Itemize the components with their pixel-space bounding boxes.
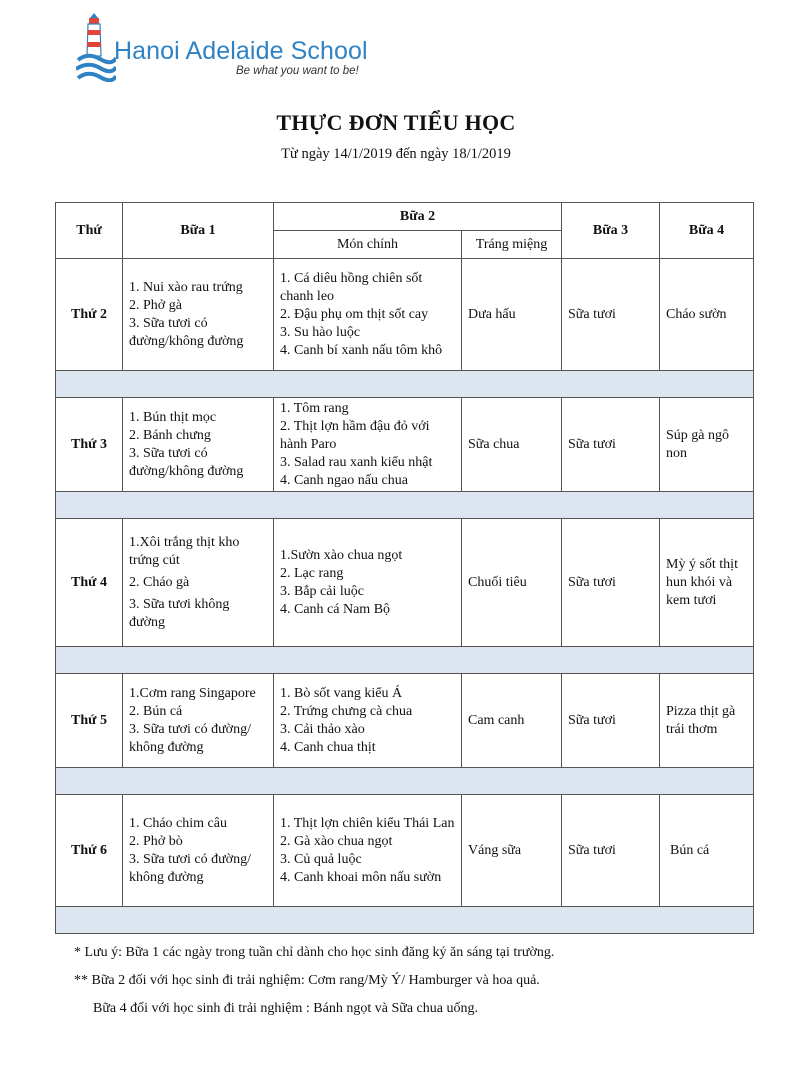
meal3-cell: Sữa tươi <box>562 674 660 768</box>
table-row <box>56 795 754 907</box>
list-item: 3. Sữa tươi có đường/ không đường <box>129 721 251 755</box>
list-item: 4. Canh ngao nấu chua <box>280 472 408 488</box>
lighthouse-icon <box>76 12 116 82</box>
list-item: 4. Canh bí xanh nấu tôm khô <box>280 342 443 358</box>
dessert-cell: Chuối tiêu <box>462 519 562 647</box>
header-day: Thứ <box>56 203 123 259</box>
list-item: 2. Gà xào chua ngọt <box>280 833 393 849</box>
main-dish-cell <box>274 519 462 647</box>
list-item: 4. Canh chua thịt <box>280 739 376 755</box>
day-label: Thứ 5 <box>56 674 123 768</box>
list-item: 2. Phở gà <box>129 297 182 313</box>
table-row <box>56 259 754 371</box>
list-item: 1. Nui xào rau trứng <box>129 279 243 295</box>
list-item: 3. Sữa tươi có đường/ không đường <box>129 851 251 885</box>
header-meal3: Bữa 3 <box>562 203 660 259</box>
list-item: 2. Cháo gà <box>129 574 190 590</box>
school-logo <box>76 12 376 82</box>
list-item: 1. Tôm rang <box>280 400 349 416</box>
day-label: Thứ 2 <box>56 259 123 371</box>
day-label: Thứ 6 <box>56 795 123 907</box>
list-item: 2. Thịt lợn hầm đậu đỏ với hành Paro <box>280 418 430 452</box>
list-item: 4. Canh cá Nam Bộ <box>280 601 391 617</box>
list-item: 3. Sữa tươi không đường <box>129 596 230 630</box>
dessert-cell: Váng sữa <box>462 795 562 907</box>
meal4-cell: Cháo sườn <box>660 259 754 371</box>
list-item: 3. Sữa tươi có đường/không đường <box>129 445 244 479</box>
meal1-cell <box>123 519 274 647</box>
list-item: 2. Bánh chưng <box>129 427 211 443</box>
list-item: 3. Salad rau xanh kiểu nhật <box>280 454 433 470</box>
list-item: 2. Trứng chưng cà chua <box>280 703 413 719</box>
main-dish-cell <box>274 795 462 907</box>
note-meal2: ** Bữa 2 đối với học sinh đi trải nghiệm: Cơm rang/Mỳ Ý/ Hamburger và hoa quả. <box>74 973 540 988</box>
list-item: 3. Su hào luộc <box>280 324 361 340</box>
note-breakfast: * Lưu ý: Bữa 1 các ngày trong tuần chỉ dành cho học sinh đăng ký ăn sáng tại trường. <box>74 945 555 960</box>
main-dish-cell <box>274 398 462 492</box>
day-label: Thứ 3 <box>56 398 123 492</box>
meal1-cell <box>123 795 274 907</box>
meal1-cell <box>123 398 274 492</box>
school-slogan: Be what you want to be! <box>236 65 359 77</box>
row-spacer <box>56 768 754 795</box>
row-spacer <box>56 492 754 519</box>
list-item: 1. Thịt lợn chiên kiểu Thái Lan <box>280 815 455 831</box>
list-item: 1.Sườn xào chua ngọt <box>280 547 403 563</box>
list-item: 4. Canh khoai môn nấu sườn <box>280 869 442 885</box>
meal3-cell: Sữa tươi <box>562 259 660 371</box>
list-item: 3. Cải thảo xào <box>280 721 365 737</box>
header-meal2: Bữa 2 <box>274 203 562 231</box>
header-dessert: Tráng miệng <box>462 231 562 259</box>
table-row <box>56 519 754 647</box>
list-item: 2. Lạc rang <box>280 565 344 581</box>
list-item: 3. Bắp cải luộc <box>280 583 364 599</box>
school-name: Hanoi Adelaide School <box>114 37 368 65</box>
meal3-cell: Sữa tươi <box>562 519 660 647</box>
row-spacer <box>56 371 754 398</box>
row-spacer <box>56 907 754 934</box>
menu-table <box>55 202 754 934</box>
list-item: 1. Bún thịt mọc <box>129 409 217 425</box>
meal4-cell: Mỳ ý sốt thịt hun khói và kem tươi <box>660 519 754 647</box>
header-main-dish: Món chính <box>274 231 462 259</box>
list-item: 1.Xôi trắng thịt kho trứng cút <box>129 534 240 568</box>
list-item: 2. Đậu phụ om thịt sốt cay <box>280 306 429 322</box>
list-item: 3. Sữa tươi có đường/không đường <box>129 315 244 349</box>
header-meal1: Bữa 1 <box>123 203 274 259</box>
list-item: 1. Cháo chim câu <box>129 815 227 831</box>
meal1-cell <box>123 259 274 371</box>
dessert-cell: Sữa chua <box>462 398 562 492</box>
meal3-cell: Sữa tươi <box>562 398 660 492</box>
main-dish-cell <box>274 259 462 371</box>
meal4-cell: Pizza thịt gà trái thơm <box>660 674 754 768</box>
meal4-cell: Súp gà ngô non <box>660 398 754 492</box>
list-item: 2. Bún cá <box>129 703 183 719</box>
note-meal4: Bữa 4 đối với học sinh đi trải nghiệm : Bánh ngọt và Sữa chua uống. <box>93 1001 478 1016</box>
page-title: THỰC ĐƠN TIỂU HỌC <box>276 110 516 135</box>
table-row <box>56 398 754 492</box>
list-item: 1. Cá diêu hồng chiên sốt chanh leo <box>280 270 423 304</box>
header-meal4: Bữa 4 <box>660 203 754 259</box>
main-dish-cell <box>274 674 462 768</box>
dessert-cell: Cam canh <box>462 674 562 768</box>
table-row <box>56 674 754 768</box>
list-item: 1.Cơm rang Singapore <box>129 685 256 701</box>
meal1-cell <box>123 674 274 768</box>
row-spacer <box>56 647 754 674</box>
day-label: Thứ 4 <box>56 519 123 647</box>
list-item: 1. Bò sốt vang kiểu Á <box>280 685 403 701</box>
dessert-cell: Dưa hấu <box>462 259 562 371</box>
list-item: 3. Củ quả luộc <box>280 851 362 867</box>
meal3-cell: Sữa tươi <box>562 795 660 907</box>
date-range: Từ ngày 14/1/2019 đến ngày 18/1/2019 <box>281 146 511 162</box>
list-item: 2. Phở bò <box>129 833 183 849</box>
footnotes <box>74 939 554 1023</box>
meal4-cell: Bún cá <box>660 795 754 907</box>
